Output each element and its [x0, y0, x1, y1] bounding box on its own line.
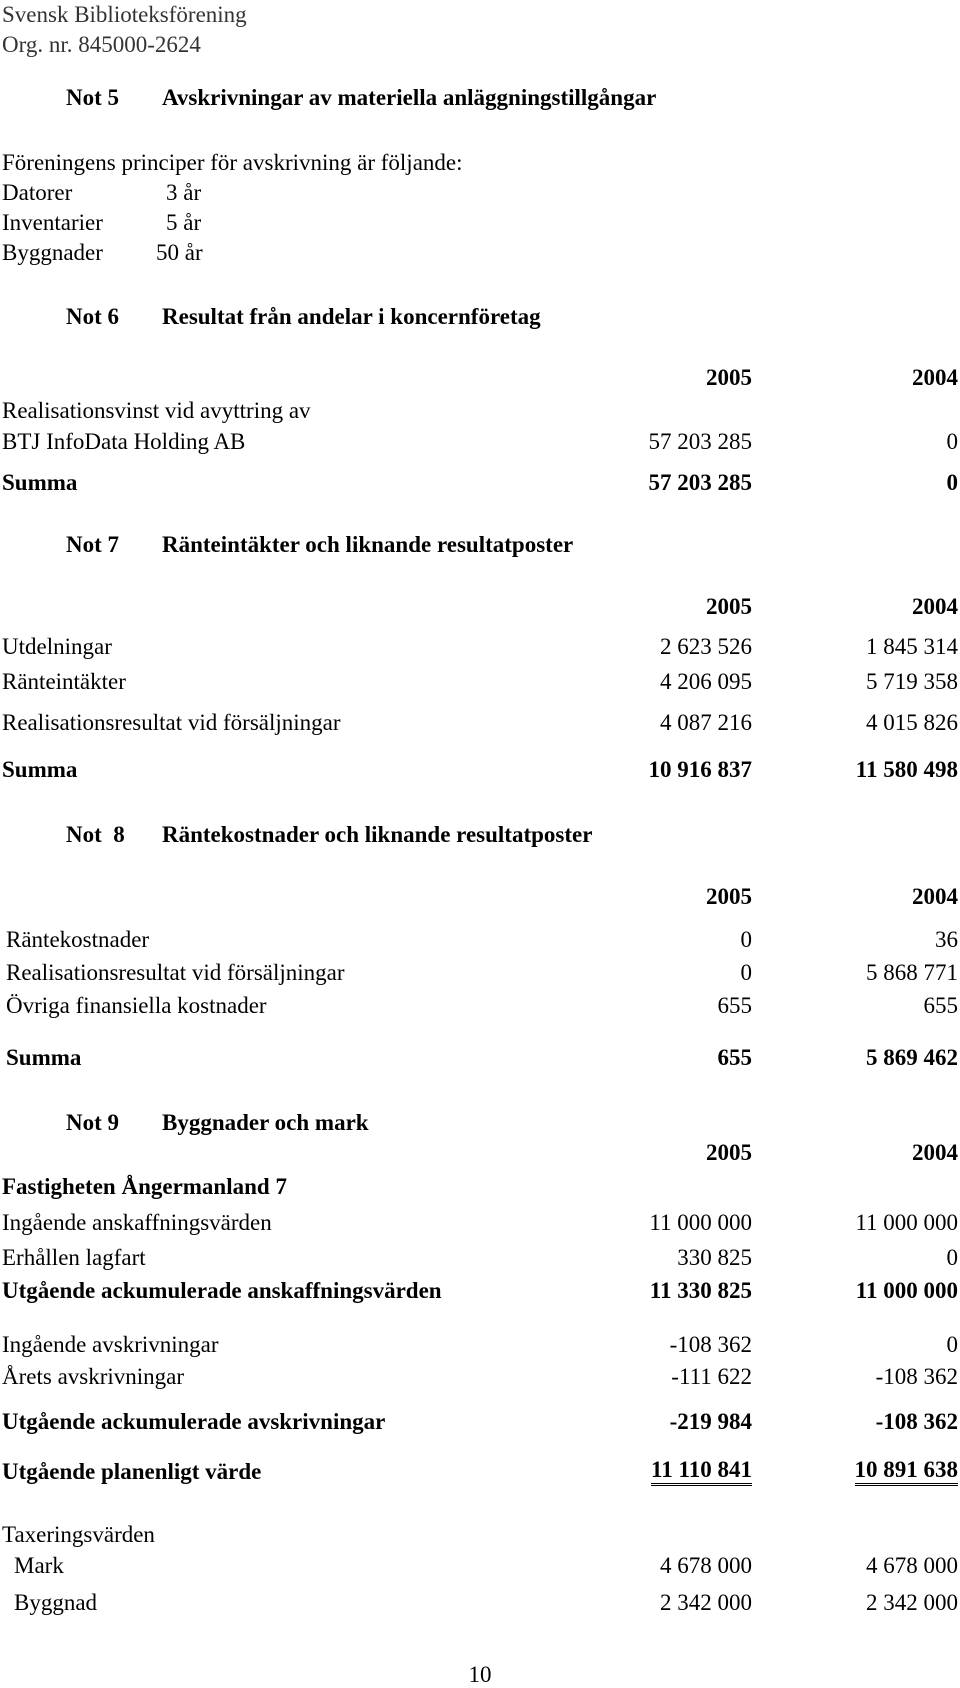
- row-label-continued: Realisationsvinst vid avyttring av: [2, 398, 311, 423]
- note-number: Not 6: [66, 304, 120, 329]
- page-number: 10: [468, 1662, 492, 1687]
- depreciation-row: Byggnader 50 år: [2, 240, 203, 265]
- year-header: 2005 2004: [706, 365, 958, 390]
- table-row: BTJ InfoData Holding AB 57 203 285 0: [2, 429, 958, 454]
- note-title: Byggnader och mark: [162, 1110, 369, 1135]
- property-title: Fastigheten Ångermanland 7: [2, 1174, 287, 1199]
- note-number: Not 5: [66, 85, 120, 110]
- table-row: Realisationsresultat vid försäljningar 4 087 216 4 015 826: [2, 710, 958, 735]
- note-number: Not 9: [66, 1110, 120, 1135]
- subtotal-row: Utgående ackumulerade avskrivningar -219 984 -108 362: [2, 1409, 958, 1434]
- note7-heading: [0, 530, 960, 560]
- note-title: Räntekostnader och liknande resultatposter: [162, 822, 593, 847]
- total-row: Utgående planenligt värde 11 110 841 10 891 638: [2, 1457, 958, 1484]
- year-header: 2005 2004: [706, 594, 958, 619]
- org-number: Org. nr. 845000-2624: [2, 32, 201, 57]
- table-row: Övriga finansiella kostnader 655 655: [6, 993, 958, 1018]
- note-title: Resultat från andelar i koncernföretag: [162, 304, 541, 329]
- org-name: Svensk Biblioteksförening: [2, 2, 247, 27]
- sum-row: Summa 655 5 869 462: [6, 1045, 958, 1070]
- note-title: Ränteintäkter och liknande resultatposter: [162, 532, 574, 557]
- table-row: Utdelningar 2 623 526 1 845 314: [2, 634, 958, 659]
- table-row: Ingående anskaffningsvärden 11 000 000 11 000 000: [2, 1210, 958, 1235]
- note9-heading: [0, 1108, 960, 1138]
- year-header: 2005 2004: [706, 1140, 958, 1165]
- note5-heading: [0, 83, 960, 113]
- sum-row: Summa 10 916 837 11 580 498: [2, 757, 958, 782]
- table-row: Realisationsresultat vid försäljningar 0 5 868 771: [6, 960, 958, 985]
- tax-heading: Taxeringsvärden: [2, 1522, 155, 1547]
- table-row: Räntekostnader 0 36: [6, 927, 958, 952]
- subtotal-row: Utgående ackumulerade anskaffningsvärden 11 330 825 11 000 000: [2, 1278, 958, 1303]
- table-row: Årets avskrivningar -111 622 -108 362: [2, 1364, 958, 1389]
- note-title: Avskrivningar av materiella anläggningstillgångar: [162, 85, 657, 110]
- table-row: Byggnad 2 342 000 2 342 000: [14, 1590, 958, 1615]
- table-row: Erhållen lagfart 330 825 0: [2, 1245, 958, 1270]
- table-row: Mark 4 678 000 4 678 000: [14, 1553, 958, 1578]
- note8-heading: [0, 820, 960, 850]
- note-number: Not 8: [66, 822, 125, 847]
- year-header: 2005 2004: [706, 884, 958, 909]
- table-row: Ränteintäkter 4 206 095 5 719 358: [2, 669, 958, 694]
- table-row: Ingående avskrivningar -108 362 0: [2, 1332, 958, 1357]
- depreciation-row: Inventarier 5 år: [2, 210, 202, 235]
- depreciation-row: Datorer 3 år: [2, 180, 202, 205]
- note-number: Not 7: [66, 532, 120, 557]
- note6-heading: [0, 302, 960, 332]
- sum-row: Summa 57 203 285 0: [2, 470, 958, 495]
- note5-intro: Föreningens principer för avskrivning är följande:: [2, 150, 463, 175]
